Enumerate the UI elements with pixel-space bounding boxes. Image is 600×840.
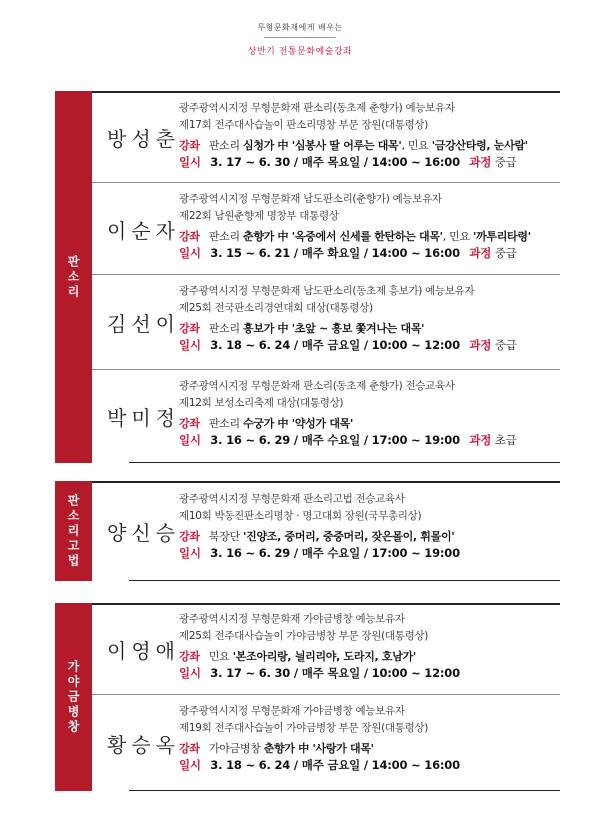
lecture-label: 강좌: [179, 230, 200, 243]
credential-line: 광주광역시지정 무형문화재 가야금병창 예능보유자: [179, 705, 405, 717]
lecture-label: 강좌: [179, 650, 200, 663]
schedule-line: 일시 3. 17 ~ 6. 30 / 매주 목요일 / 14:00 ~ 16:00 과정 중급: [179, 155, 517, 169]
award-line: 제17회 전주대사습놀이 판소리명창 부문 장원(대통령상): [179, 119, 429, 131]
course-line: 강좌 판소리 수궁가 中 '약성가 대목': [179, 417, 354, 430]
header-divider: [264, 37, 336, 38]
credential-line: 광주광역시지정 무형문화재 판소리고법 전승교육사: [179, 493, 405, 505]
lecture-label: 강좌: [179, 139, 200, 152]
award-line: 제19회 전주대사습놀이 가야금병창 부문 장원(대통령상): [179, 722, 429, 734]
award-line: 제10회 박동진판소리명창 · 명고대회 장원(국무총리상): [179, 510, 422, 522]
award-line: 제25회 전주대사습놀이 가야금병창 부문 장원(대통령상): [179, 630, 429, 642]
course-line: 강좌 판소리 흥보가 中 '초앞 ~ 흥보 쫓겨나는 대목': [179, 322, 425, 335]
credential-line: 광주광역시지정 무형문화재 남도판소리(춘향가) 예능보유자: [179, 193, 442, 205]
teacher-entry: [92, 370, 560, 463]
lecture-label: 강좌: [179, 417, 200, 430]
schedule-label: 일시: [179, 155, 201, 169]
schedule-label: 일시: [179, 546, 201, 560]
schedule-label: 일시: [179, 338, 201, 352]
schedule-line: 일시 3. 18 ~ 6. 24 / 매주 금요일 / 10:00 ~ 12:00 과정 중급: [179, 338, 517, 352]
teacher-name: 이영애: [107, 638, 180, 663]
section-title: 판소리고법: [66, 493, 80, 569]
section-pansori: [55, 91, 560, 463]
section-title: 가야금병창: [66, 659, 80, 735]
course-line: 강좌 가야금병창 춘향가 中 '사랑가 대목': [179, 742, 374, 755]
course-line: 강좌 민요 '본조아리랑, 늴리리야, 도라지, 호남가': [179, 650, 416, 663]
lecture-label: 강좌: [179, 530, 200, 543]
section-tab: [55, 481, 92, 581]
teacher-entry: [92, 183, 560, 275]
teacher-name: 황승옥: [107, 732, 180, 757]
teacher-entry: [92, 695, 560, 791]
credential-line: 광주광역시지정 무형문화재 판소리(동초제 춘향가) 예능보유자: [179, 102, 455, 114]
section-tab: [55, 603, 92, 791]
section-tab: [55, 91, 92, 463]
award-line: 제12회 보성소리축제 대상(대통령상): [179, 397, 344, 409]
section-pansori-gobeop: [55, 481, 560, 581]
teacher-entry: [92, 481, 560, 581]
award-line: 제22회 남원춘향제 명창부 대통령상: [179, 210, 339, 222]
course-line: 강좌 판소리 심청가 中 '심봉사 딸 어루는 대목', 민요 '금강산타령, 눈사람': [179, 139, 528, 152]
schedule-label: 일시: [179, 246, 201, 260]
schedule-label: 일시: [179, 758, 201, 772]
teacher-name: 김선이: [107, 312, 180, 336]
divider: [129, 790, 560, 791]
credential-line: 광주광역시지정 무형문화재 판소리(동초제 춘향가) 전승교육사: [179, 380, 455, 392]
schedule-line: 일시 3. 18 ~ 6. 24 / 매주 금요일 / 14:00 ~ 16:00: [179, 758, 460, 772]
credential-line: 광주광역시지정 무형문화재 가야금병창 예능보유자: [179, 613, 405, 625]
teacher-name: 이순자: [107, 218, 180, 243]
header-top-text: 무형문화재에게 배우는: [257, 23, 343, 32]
teacher-entry: [92, 91, 560, 183]
section-title: 판소리: [66, 254, 80, 300]
course-line: 강좌 북장단 '진양조, 중머리, 중중머리, 잦은몰이, 휘몰이': [179, 530, 455, 543]
page-header: [0, 22, 600, 57]
divider: [129, 580, 560, 581]
course-line: 강좌 판소리 춘향가 中 '옥중에서 신세를 한탄하는 대목', 민요 '까투리타령': [179, 230, 531, 243]
award-line: 제25회 전국판소리경연대회 대상(대통령상): [179, 302, 373, 314]
schedule-line: 일시 3. 16 ~ 6. 29 / 매주 수요일 / 17:00 ~ 19:00: [179, 546, 460, 560]
schedule-line: 일시 3. 15 ~ 6. 21 / 매주 화요일 / 14:00 ~ 16:00 과정 중급: [179, 246, 517, 260]
teacher-entry: [92, 275, 560, 370]
teacher-name: 양신승: [107, 520, 180, 545]
schedule-line: 일시 3. 16 ~ 6. 29 / 매주 수요일 / 17:00 ~ 19:00 과정 초급: [179, 433, 517, 447]
lecture-label: 강좌: [179, 322, 200, 335]
teacher-name: 박미정: [107, 406, 180, 430]
lecture-label: 강좌: [179, 742, 200, 755]
header-title: 상반기 전통문화예술강좌: [247, 47, 353, 57]
schedule-label: 일시: [179, 666, 201, 680]
teacher-entry: [92, 603, 560, 695]
schedule-line: 일시 3. 17 ~ 6. 30 / 매주 목요일 / 10:00 ~ 12:00: [179, 666, 460, 680]
section-gayageum-byeongchang: [55, 603, 560, 791]
credential-line: 광주광역시지정 무형문화재 남도판소리(동초제 흥보가) 예능보유자: [179, 285, 475, 297]
schedule-label: 일시: [179, 433, 201, 447]
teacher-name: 방성춘: [107, 126, 180, 151]
divider: [129, 462, 560, 463]
